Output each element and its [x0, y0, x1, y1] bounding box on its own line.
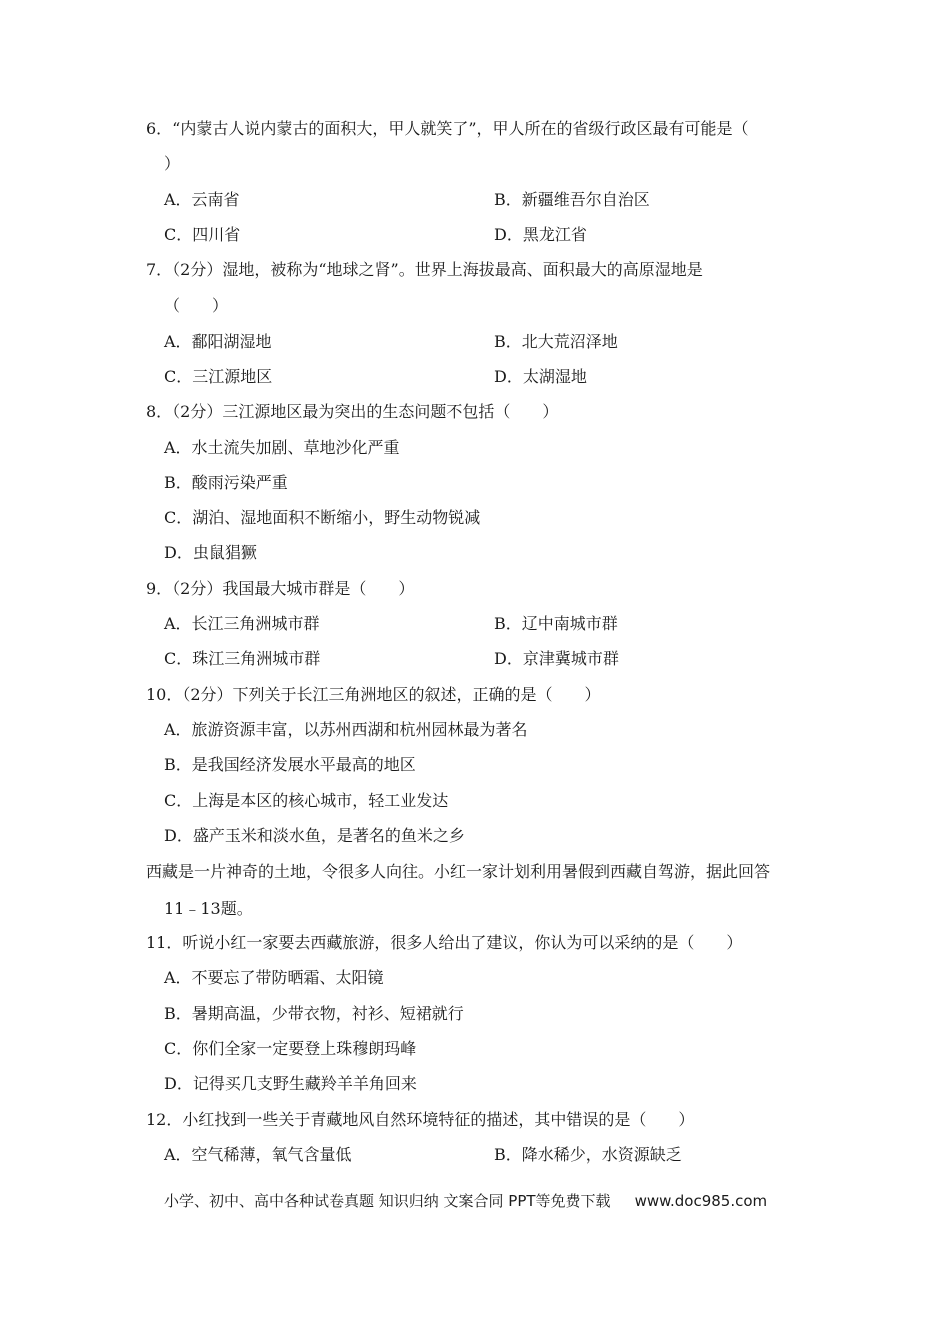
q7-option-b: B．北大荒沼泽地: [494, 332, 618, 351]
q10-option-c: C．上海是本区的核心城市，轻工业发达: [164, 791, 449, 810]
q7-option-c: C．三江源地区: [164, 367, 273, 386]
q6-option-b: B．新疆维吾尔自治区: [494, 190, 650, 209]
q7-option-d: D．太湖湿地: [494, 367, 587, 386]
q7-stem-cont: （ ）: [164, 296, 229, 315]
q6-option-c: C．四川省: [164, 225, 241, 244]
q6-option-d: D．黑龙江省: [494, 225, 587, 244]
q10-option-a: A．旅游资源丰富，以苏州西湖和杭州园林最为著名: [164, 720, 528, 739]
q9-stem: 9．（2分）我国最大城市群是（ ）: [146, 579, 415, 598]
q11-stem: 11．听说小红一家要去西藏旅游，很多人给出了建议，你认为可以采纳的是（ ）: [146, 933, 743, 952]
q12-stem: 12．小红找到一些关于青藏地风自然环境特征的描述，其中错误的是（ ）: [146, 1110, 695, 1129]
q8-option-d: D．虫鼠猖獗: [164, 543, 257, 562]
q10-option-d: D．盛产玉米和淡水鱼，是著名的鱼米之乡: [164, 826, 465, 845]
q8-stem: 8．（2分）三江源地区最为突出的生态问题不包括（ ）: [146, 402, 559, 421]
q6-stem-cont: ）: [164, 154, 181, 173]
q9-option-b: B．辽中南城市群: [494, 614, 618, 633]
intro-line-1: 西藏是一片神奇的土地，令很多人向往。小红一家计划利用暑假到西藏自驾游，据此回答: [146, 862, 771, 881]
q6-stem: 6．“内蒙古人说内蒙古的面积大，甲人就笑了”，甲人所在的省级行政区最有可能是（: [146, 119, 749, 138]
q11-option-d: D．记得买几支野生藏羚羊羊角回来: [164, 1074, 417, 1093]
q9-option-c: C．珠江三角洲城市群: [164, 649, 321, 668]
q12-option-a: A．空气稀薄，氧气含量低: [164, 1145, 352, 1164]
q9-option-a: A．长江三角洲城市群: [164, 614, 320, 633]
q8-option-b: B．酸雨污染严重: [164, 473, 288, 492]
q8-option-c: C．湖泊、湿地面积不断缩小，野生动物锐减: [164, 508, 481, 527]
q7-stem: 7．（2分）湿地，被称为“地球之肾”。世界上海拔最高、面积最大的高原湿地是: [146, 260, 703, 279]
intro-line-2: 11﹣13题。: [164, 899, 253, 918]
q7-option-a: A．鄱阳湖湿地: [164, 332, 272, 351]
q6-option-a: A．云南省: [164, 190, 240, 209]
q11-option-b: B．暑期高温，少带衣物，衬衫、短裙就行: [164, 1004, 464, 1023]
q10-option-b: B．是我国经济发展水平最高的地区: [164, 755, 416, 774]
footer-text: 小学、初中、高中各种试卷真题 知识归纳 文案合同 PPT等免费下载: [164, 1192, 611, 1210]
q9-option-d: D．京津冀城市群: [494, 649, 619, 668]
q12-option-b: B．降水稀少，水资源缺乏: [494, 1145, 682, 1164]
q11-option-a: A．不要忘了带防晒霜、太阳镜: [164, 968, 384, 987]
page-footer: [164, 1191, 767, 1211]
q11-option-c: C．你们全家一定要登上珠穆朗玛峰: [164, 1039, 417, 1058]
q8-option-a: A．水土流失加剧、草地沙化严重: [164, 438, 400, 457]
q10-stem: 10．（2分）下列关于长江三角洲地区的叙述，正确的是（ ）: [146, 685, 601, 704]
footer-site-link[interactable]: www.doc985.com: [634, 1192, 768, 1210]
